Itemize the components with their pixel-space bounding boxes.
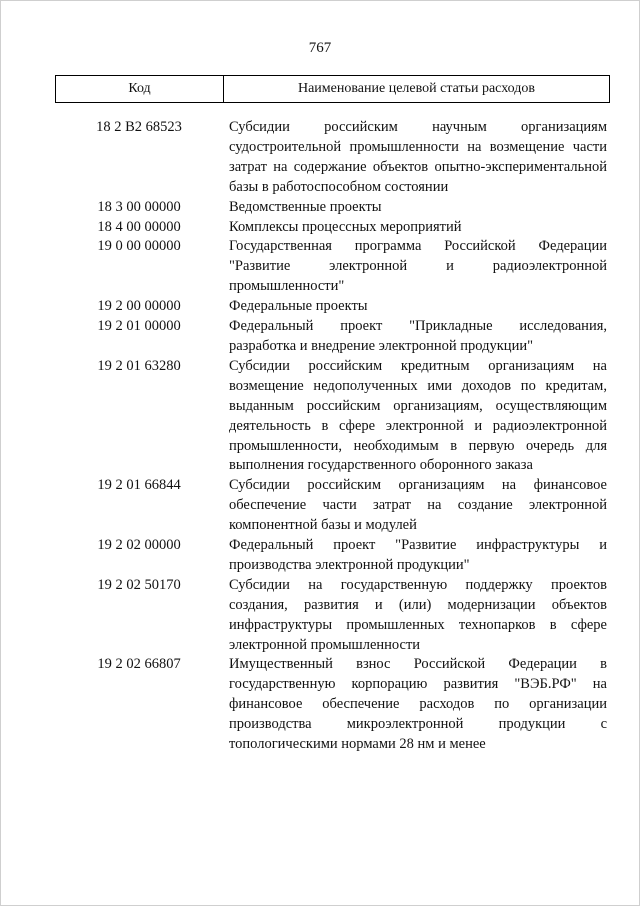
- row-code: 19 0 00 00000: [97, 238, 181, 255]
- row-name: Федеральный проект "Прикладные исследования, разработка и внедрение электронной продукции": [229, 318, 607, 354]
- row-name: Имущественный взнос Российской Федерации в государственную корпорацию развития "ВЭБ.РФ" на финансовое обеспечение расходов по организации производства микроэлектронной продукции с топологическими нормами 28 нм и менее: [229, 656, 607, 753]
- row-name: Субсидии российским организациям на финансовое обеспечение части затрат на создание электронной компонентной базы и модулей: [229, 477, 607, 534]
- table-row: [55, 576, 610, 656]
- table-row: [55, 536, 610, 576]
- row-code: 19 2 02 00000: [97, 537, 181, 554]
- table-header: [55, 75, 610, 103]
- row-code: 18 3 00 00000: [97, 198, 181, 215]
- row-name: Комплексы процессных мероприятий: [229, 218, 462, 235]
- row-code: 19 2 01 00000: [97, 318, 181, 335]
- row-code: 18 2 В2 68523: [96, 119, 182, 135]
- table-body: [55, 118, 610, 755]
- row-name: Федеральные проекты: [229, 298, 368, 315]
- row-name: Ведомственные проекты: [229, 198, 382, 215]
- header-name-column: Наименование целевой статьи расходов: [297, 81, 536, 96]
- table-row: [55, 297, 610, 317]
- row-name: Субсидии российским кредитным организациям на возмещение недополученных ими доходов по кредитам, выданным российским организациям, осуществляющим деятельность в сфере электронной и радиоэлектронной промышленности, необходимым в первую очередь для выполнения государственного оборонного заказа: [229, 357, 607, 474]
- header-code-column: Код: [56, 76, 224, 102]
- table-row: [55, 476, 610, 536]
- row-code: 19 2 00 00000: [97, 298, 181, 315]
- table-row: [55, 317, 610, 357]
- row-name: Субсидии российским научным организациям судостроительной промышленности на возмещение части затрат на содержание объектов опытно-экспериментальной базы в работоспособном состоянии: [229, 119, 607, 195]
- row-code: 18 4 00 00000: [97, 218, 181, 235]
- table-row: [55, 218, 610, 238]
- row-code: 19 2 01 66844: [97, 477, 181, 494]
- table-row: [55, 198, 610, 218]
- table-row: [55, 237, 610, 297]
- row-name: Государственная программа Российской Федерации "Развитие электронной и радиоэлектронной промышленности": [229, 238, 607, 295]
- row-code: 19 2 01 63280: [97, 357, 181, 374]
- row-name: Субсидии на государственную поддержку проектов создания, развития и (или) модернизации объектов инфраструктуры промышленных технопарков в сфере электронной промышленности: [229, 576, 607, 653]
- row-code: 19 2 02 50170: [97, 576, 181, 593]
- page-number: 767: [308, 40, 332, 56]
- row-name: Федеральный проект "Развитие инфраструктуры и производства электронной продукции": [229, 537, 607, 573]
- table-row: [55, 357, 610, 476]
- row-code: 19 2 02 66807: [97, 656, 181, 673]
- table-row: [55, 655, 610, 755]
- table-row: [55, 118, 610, 198]
